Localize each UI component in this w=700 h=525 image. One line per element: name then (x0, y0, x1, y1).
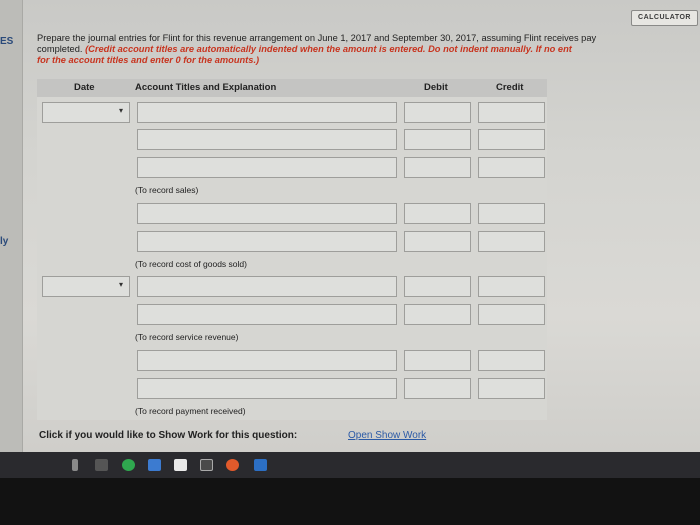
open-show-work-link[interactable]: Open Show Work (348, 430, 427, 441)
journal-table-header (37, 79, 547, 97)
mail-icon[interactable] (200, 459, 213, 471)
photos-icon[interactable] (148, 459, 161, 471)
credit-input[interactable] (478, 378, 545, 399)
header-date: Date (74, 82, 95, 93)
store-icon[interactable] (174, 459, 187, 471)
instruction-warning-2: for the account titles and enter 0 for the amounts.) (37, 55, 260, 65)
debit-input[interactable] (404, 157, 471, 178)
account-input[interactable] (137, 157, 397, 178)
account-input[interactable] (137, 304, 397, 325)
debit-input[interactable] (404, 276, 471, 297)
account-input[interactable] (137, 203, 397, 224)
header-debit: Debit (424, 82, 448, 93)
question-text-line2 (37, 44, 700, 55)
header-account: Account Titles and Explanation (135, 82, 277, 93)
account-input[interactable] (137, 102, 397, 123)
credit-input[interactable] (478, 203, 545, 224)
debit-input[interactable] (404, 304, 471, 325)
os-taskbar (0, 452, 700, 478)
instruction-warning-1: (Credit account titles are automatically indented when the amount is entered. Do not indent manually. If no ent (85, 44, 572, 54)
debit-input[interactable] (404, 231, 471, 252)
question-text-cont: completed. (37, 44, 83, 54)
debit-input[interactable] (404, 203, 471, 224)
calculator-button[interactable]: CALCULATOR (631, 10, 698, 26)
account-input[interactable] (137, 276, 397, 297)
account-input[interactable] (137, 129, 397, 150)
left-navigation-strip (0, 0, 23, 452)
debit-input[interactable] (404, 378, 471, 399)
debit-input[interactable] (404, 350, 471, 371)
debit-input[interactable] (404, 129, 471, 150)
question-prompt (37, 33, 700, 66)
credit-input[interactable] (478, 231, 545, 252)
word-icon[interactable] (254, 459, 267, 471)
monitor-bezel (0, 478, 700, 525)
credit-input[interactable] (478, 157, 545, 178)
credit-input[interactable] (478, 276, 545, 297)
media-icon[interactable] (226, 459, 239, 471)
credit-input[interactable] (478, 304, 545, 325)
date-select-entry-1[interactable] (42, 102, 130, 123)
account-input[interactable] (137, 350, 397, 371)
account-input[interactable] (137, 378, 397, 399)
entry-memo-service: (To record service revenue) (135, 332, 239, 342)
entry-memo-cogs: (To record cost of goods sold) (135, 259, 247, 269)
taskview-icon[interactable] (95, 459, 108, 471)
sidebar-tab-es[interactable]: ES (0, 36, 14, 47)
pen-icon[interactable] (72, 459, 78, 471)
show-work-prompt: Click if you would like to Show Work for this question: (39, 430, 298, 441)
entry-memo-payment: (To record payment received) (135, 406, 246, 416)
sidebar-tab-ly[interactable]: ly (0, 236, 9, 247)
credit-input[interactable] (478, 102, 545, 123)
header-credit: Credit (496, 82, 524, 93)
debit-input[interactable] (404, 102, 471, 123)
question-text-line1: Prepare the journal entries for Flint for this revenue arrangement on June 1, 2017 and September 30, 2017, assuming Flint receives pay (37, 33, 597, 43)
account-input[interactable] (137, 231, 397, 252)
chrome-icon[interactable] (122, 459, 135, 471)
entry-memo-sales: (To record sales) (135, 185, 199, 195)
journal-table-body (37, 97, 547, 420)
credit-input[interactable] (478, 350, 545, 371)
date-select-entry-3[interactable] (42, 276, 130, 297)
credit-input[interactable] (478, 129, 545, 150)
